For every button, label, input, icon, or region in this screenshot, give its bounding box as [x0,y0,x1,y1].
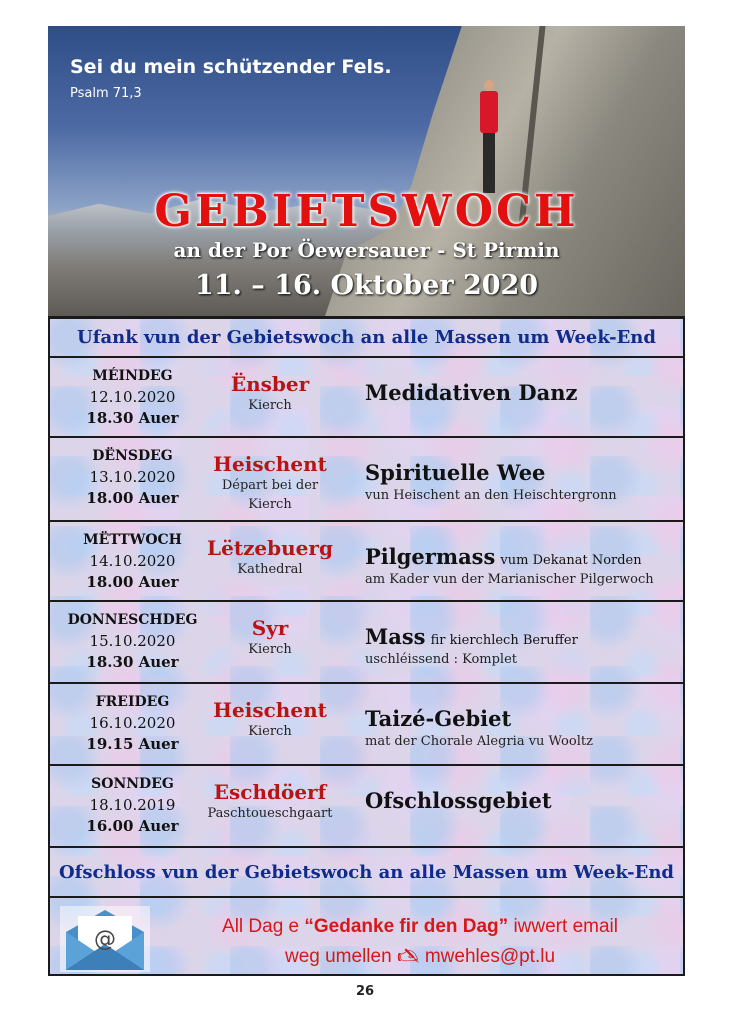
event-title: Mass [365,624,426,649]
event-cell [365,460,680,503]
venue: Kierch [248,398,292,413]
place-cell [200,536,340,579]
event-cell [365,788,680,813]
time: 18.30 Auer [86,409,179,427]
date: 14.10.2020 [89,552,176,570]
weekday: MÉINDEG [92,368,173,384]
venue: Kierch [248,724,292,739]
parish-subtitle: an der Por Öewersauer - St Pirmin [173,238,560,262]
time: 16.00 Auer [86,817,179,835]
event-title: Ofschlossgebiet [365,788,552,813]
weekday: DËNSDEG [92,448,173,464]
hero-photo [48,26,685,316]
schedule-row [50,358,683,438]
place-cell [200,780,340,823]
schedule-table [48,316,685,976]
place-cell [200,452,340,514]
schedule-row [50,766,683,846]
page-number: 26 [355,984,375,999]
time: 19.15 Auer [86,735,179,753]
intro-banner: Ufank vun der Gebietswoch an alle Massen um Week-End [50,316,683,358]
venue-line-2: Kierch [248,497,292,512]
event-note: vun Heischent an den Heischtergronn [365,488,617,503]
town: Heischent [213,698,327,722]
poster [48,26,685,976]
newsletter-line-1 [160,916,680,938]
footer [50,900,683,974]
date: 18.10.2019 [89,796,176,814]
outro-banner: Ofschloss vun der Gebietswoch an alle Massen um Week-End [50,846,683,898]
time: 18.00 Auer [86,573,179,591]
day-cell [60,446,205,509]
newsletter-email-line[interactable]: weg umellen 🖎 mwehles@pt.lu [284,946,556,967]
town: Ënsber [230,372,310,396]
venue: Kathedral [237,562,303,577]
svg-text:@: @ [94,927,116,952]
day-cell [60,692,205,755]
weekday: DONNESCHDEG [67,612,198,628]
newsletter-post: iwwert email [508,916,618,937]
event-cell [365,380,680,405]
event-extra: fir kierchlech Beruffer [430,633,578,648]
town: Syr [251,616,289,640]
date: 13.10.2020 [89,468,176,486]
date: 12.10.2020 [89,388,176,406]
date: 15.10.2020 [89,632,176,650]
weekday: FREIDEG [95,694,170,710]
weekday: MËTTWOCH [83,532,182,548]
event-note: am Kader vun der Marianischer Pilgerwoch [365,572,654,587]
day-cell [60,366,205,429]
venue: Départ bei der [221,478,319,493]
time: 18.00 Auer [86,489,179,507]
hiker-figure [478,80,500,200]
schedule-row [50,684,683,766]
event-note: uschléissend : Komplet [365,652,517,667]
place-cell [200,372,340,415]
venue: Kierch [248,642,292,657]
event-extra: vum Dekanat Norden [500,553,642,568]
event-title: Pilgermass [365,544,496,569]
day-cell [60,530,205,593]
town: Lëtzebuerg [207,536,333,560]
event-note: mat der Chorale Alegria vu Wooltz [365,734,593,749]
schedule-row [50,438,683,522]
event-title: Medidativen Danz [365,380,578,405]
schedule-row [50,602,683,684]
event-cell [365,544,680,587]
email-envelope-icon [60,906,150,972]
verse-text: Sei du mein schützender Fels. [70,56,392,78]
town: Heischent [213,452,327,476]
weekday: SONNDEG [91,776,174,792]
time: 18.30 Auer [86,653,179,671]
date: 16.10.2020 [89,714,176,732]
town: Eschdöerf [213,780,327,804]
newsletter-quote: “Gedanke fir den Dag” [304,916,509,937]
day-cell [60,774,205,837]
place-cell [200,698,340,741]
day-cell [60,610,205,673]
event-cell [365,706,680,749]
event-title: Taizé-Gebiet [365,706,512,731]
place-cell [200,616,340,659]
event-cell [365,624,680,667]
venue: Paschtoueschgaart [207,806,333,821]
event-title: Spirituelle Wee [365,460,546,485]
newsletter-pre: All Dag e [222,916,305,937]
schedule-row [50,522,683,602]
event-dates: 11. – 16. Oktober 2020 [194,270,539,301]
page-title: GEBIETSWOCH [154,186,579,237]
verse-reference: Psalm 71,3 [70,86,142,101]
